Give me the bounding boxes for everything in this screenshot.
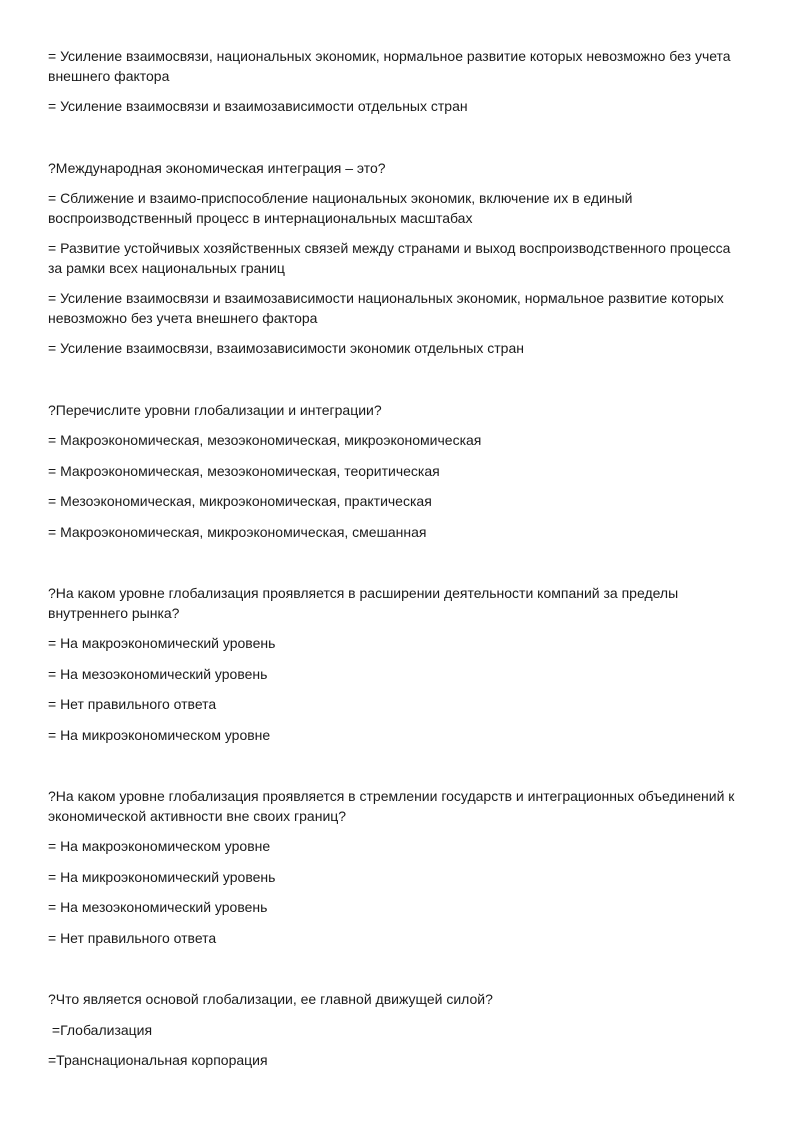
question-block <box>48 401 748 543</box>
question-text: ?На каком уровне глобализация проявляется в стремлении государств и интеграционных объединений к экономической активности вне своих границ? <box>48 788 735 824</box>
question-text: ?Перечислите уровни глобализации и интеграции? <box>48 401 382 418</box>
answer-option: = Мезоэкономическая, микроэкономическая, практическая <box>48 493 432 509</box>
answer-option: = Сближение и взаимо-приспособление национальных экономик, включение их в единый воспроизводственный процесс в интернациональных масштабах <box>48 190 633 226</box>
answer-option: = Нет правильного ответа <box>48 696 217 712</box>
answer-option: = Макроэкономическая, мезоэкономическая, теоритическая <box>48 462 440 479</box>
question-block <box>48 159 748 359</box>
answer-option: = Макроэкономическая, микроэкономическая, смешанная <box>48 523 427 540</box>
answer-option: = На макроэкономическом уровне <box>48 838 271 854</box>
answer-option: =Транснациональная корпорация <box>48 1052 268 1068</box>
question-text: ?На каком уровне глобализация проявляется в расширении деятельности компаний за пределы внутреннего рынка? <box>48 585 679 621</box>
answer-option: = Усиление взаимосвязи и взаимозависимости национальных экономик, нормальное развитие которых невозможно без учета внешнего фактора <box>48 290 724 326</box>
document-page <box>48 47 748 1082</box>
answer-option: = На микроэкономическом уровне <box>48 726 271 743</box>
answer-option: = На мезоэкономический уровень <box>48 899 268 915</box>
question-text: ?Что является основой глобализации, ее главной движущей силой? <box>48 991 493 1007</box>
answer-option: = Нет правильного ответа <box>48 929 217 946</box>
answer-option: = Усиление взаимосвязи, национальных экономик, нормальное развитие которых невозможно без учета внешнего фактора <box>48 48 731 84</box>
answer-option: = Развитие устойчивых хозяйственных связей между странами и выход воспроизводственного процесса за рамки всех национальных границ <box>48 240 731 276</box>
answer-option: = На макроэкономический уровень <box>48 635 276 651</box>
answer-option: = Усиление взаимосвязи и взаимозависимости отдельных стран <box>48 98 468 114</box>
question-block <box>48 47 748 117</box>
answer-option: = На мезоэкономический уровень <box>48 665 268 682</box>
question-block <box>48 990 748 1071</box>
answer-option: =Глобализация <box>48 1021 153 1038</box>
question-block <box>48 787 748 948</box>
answer-option: = На микроэкономический уровень <box>48 868 276 885</box>
answer-option: = Макроэкономическая, мезоэкономическая, микроэкономическая <box>48 432 482 448</box>
question-text: ?Международная экономическая интеграция – это? <box>48 159 386 176</box>
question-block <box>48 584 748 745</box>
answer-option: = Усиление взаимосвязи, взаимозависимости экономик отдельных стран <box>48 340 524 356</box>
